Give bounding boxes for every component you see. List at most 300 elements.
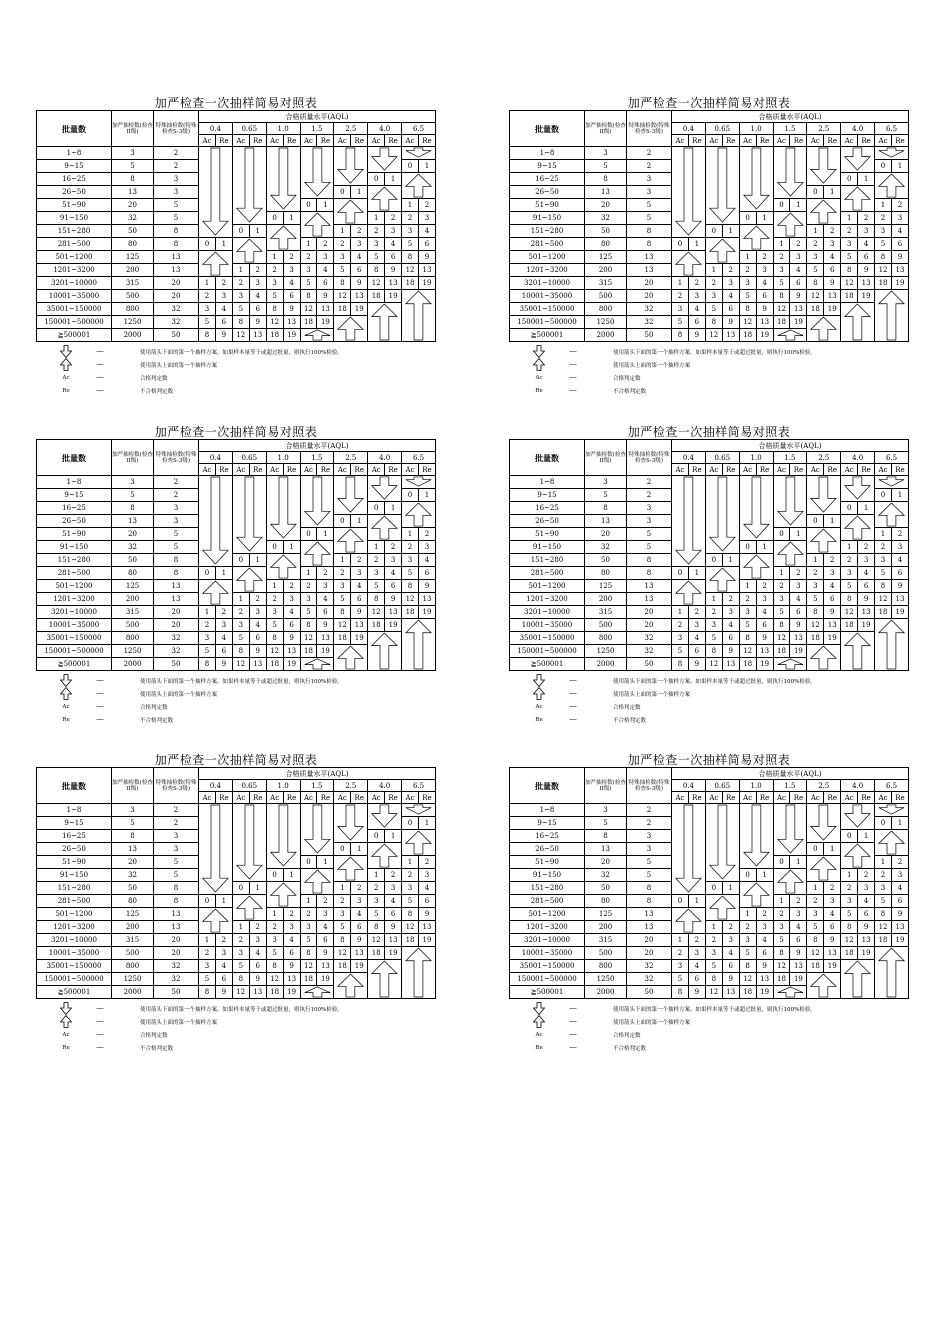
lot-size-cell: 3201~10000	[37, 277, 112, 290]
arrow-cell	[334, 856, 368, 882]
ac-value-cell: 2	[334, 567, 351, 580]
hollow-up-arrow-icon	[774, 212, 807, 237]
normal-sample-cell: 1250	[585, 316, 627, 329]
re-value-cell: 13	[317, 960, 334, 973]
arrow-cell	[402, 290, 436, 342]
ac-value-cell: 3	[402, 882, 419, 895]
special-sample-cell: 3	[154, 502, 199, 515]
re-value-cell: 19	[283, 658, 300, 671]
hollow-down-arrow-icon	[199, 804, 232, 894]
legend-up-text: 使用箭头上面的第一个抽样方案	[140, 362, 218, 369]
re-value-cell: 3	[722, 606, 739, 619]
table-row	[37, 606, 436, 619]
lot-size-header: 批量数	[510, 768, 585, 804]
special-sample-cell: 8	[154, 895, 199, 908]
normal-sample-cell: 3	[112, 147, 154, 160]
normal-sample-cell: 50	[585, 225, 627, 238]
re-value-cell: 13	[385, 277, 402, 290]
ac-value-cell: 0	[300, 856, 317, 869]
re-value-cell: 6	[215, 645, 232, 658]
re-value-cell: 1	[858, 830, 875, 843]
hollow-up-arrow-icon	[875, 619, 908, 670]
normal-sample-cell: 13	[585, 843, 627, 856]
hollow-up-arrow-icon	[740, 882, 773, 907]
ac-header: Ac	[232, 464, 249, 476]
special-sample-cell: 3	[627, 843, 672, 856]
ac-value-cell: 5	[875, 238, 892, 251]
re-value-cell: 19	[351, 632, 368, 645]
lot-size-cell: 1~8	[510, 804, 585, 817]
legend-down-row	[509, 1002, 909, 1015]
re-value-cell: 4	[249, 619, 266, 632]
lot-size-cell: 3201~10000	[510, 606, 585, 619]
table-title: 加严检查一次抽样简易对照表	[154, 96, 318, 110]
lot-size-cell: ≧500001	[37, 658, 112, 671]
legend-ac-row	[509, 1028, 909, 1041]
legend-down-row	[36, 1002, 436, 1015]
ac-value-cell: 0	[807, 186, 824, 199]
ac-value-cell: 3	[368, 567, 385, 580]
table-block	[509, 753, 909, 1054]
normal-sample-header: 加严抽检数(检查II级)	[112, 440, 154, 476]
hollow-up-arrow-icon	[368, 843, 401, 868]
lot-size-cell: 35001~150000	[510, 632, 585, 645]
table-block	[36, 96, 436, 397]
ac-value-cell: 0	[705, 225, 722, 238]
normal-sample-cell: 125	[585, 908, 627, 921]
normal-sample-cell: 315	[112, 277, 154, 290]
re-header: Re	[790, 135, 807, 147]
re-value-cell: 13	[418, 593, 435, 606]
lot-size-cell: 91~150	[510, 869, 585, 882]
ac-value-cell: 2	[739, 593, 756, 606]
re-value-cell: 19	[351, 960, 368, 973]
hollow-down-arrow-icon	[875, 804, 908, 816]
normal-sample-cell: 5	[112, 160, 154, 173]
ac-value-cell: 18	[300, 316, 317, 329]
re-value-cell: 3	[283, 264, 300, 277]
ac-value-cell: 12	[232, 986, 249, 999]
ac-value-cell: 12	[266, 316, 283, 329]
ac-value-cell: 5	[199, 645, 216, 658]
arrow-cell	[368, 804, 402, 830]
arrow-cell	[232, 238, 266, 264]
legend-dash: --------	[569, 703, 576, 710]
arrow-cell	[300, 804, 334, 856]
ac-value-cell: 8	[672, 329, 689, 342]
re-value-cell: 13	[858, 934, 875, 947]
ac-value-cell: 5	[672, 316, 689, 329]
aql-level-header: 0.65	[232, 452, 266, 464]
re-value-cell: 13	[351, 947, 368, 960]
ac-value-cell: 12	[402, 264, 419, 277]
normal-sample-cell: 500	[585, 290, 627, 303]
ac-value-cell: 12	[807, 290, 824, 303]
ac-value-cell: 18	[807, 303, 824, 316]
ac-value-cell: 1	[334, 225, 351, 238]
re-value-cell: 19	[858, 619, 875, 632]
ac-header: Ac	[705, 135, 722, 147]
re-value-cell: 2	[351, 882, 368, 895]
normal-sample-cell: 20	[585, 856, 627, 869]
ac-value-cell: 18	[875, 934, 892, 947]
normal-sample-cell: 20	[585, 199, 627, 212]
lot-size-cell: 10001~35000	[510, 619, 585, 632]
ac-value-cell: 1	[841, 869, 858, 882]
aql-level-header: 0.4	[672, 780, 706, 792]
re-value-cell: 6	[722, 303, 739, 316]
re-value-cell: 1	[283, 869, 300, 882]
re-value-cell: 9	[858, 264, 875, 277]
lot-size-cell: 10001~35000	[510, 947, 585, 960]
arrow-cell	[739, 225, 773, 251]
normal-sample-cell: 32	[112, 869, 154, 882]
re-value-cell: 3	[283, 921, 300, 934]
ac-header: Ac	[266, 792, 283, 804]
aql-level-header: 0.65	[232, 780, 266, 792]
re-value-cell: 2	[858, 212, 875, 225]
re-value-cell: 3	[756, 593, 773, 606]
table-row	[37, 567, 436, 580]
normal-sample-cell: 125	[112, 251, 154, 264]
hollow-down-arrow-icon	[233, 147, 266, 224]
table-row	[510, 277, 909, 290]
re-value-cell: 4	[891, 882, 908, 895]
legend-ac-text: 合格判定数	[613, 1032, 641, 1039]
re-value-cell: 6	[891, 895, 908, 908]
arrow-cell	[300, 986, 334, 999]
re-value-cell: 4	[722, 947, 739, 960]
ac-value-cell: 1	[875, 199, 892, 212]
re-value-cell: 6	[351, 593, 368, 606]
re-value-cell: 2	[858, 541, 875, 554]
hollow-up-arrow-icon	[774, 541, 807, 566]
special-sample-cell: 50	[627, 329, 672, 342]
arrow-cell	[199, 908, 233, 934]
hollow-down-arrow-icon	[740, 147, 773, 211]
arrow-cell	[841, 476, 875, 502]
lot-size-cell: 10001~35000	[37, 290, 112, 303]
hollow-up-arrow-icon	[301, 329, 334, 341]
ac-value-cell: 3	[334, 580, 351, 593]
ac-header: Ac	[739, 464, 756, 476]
hollow-down-arrow-icon	[672, 147, 705, 237]
lot-size-cell: 1~8	[510, 147, 585, 160]
ac-value-cell: 8	[841, 593, 858, 606]
arrow-cell	[773, 147, 807, 199]
table-row	[37, 147, 436, 160]
special-sample-cell: 32	[154, 645, 199, 658]
hollow-down-arrow-icon	[267, 147, 300, 211]
arrow-cell	[807, 856, 841, 882]
legend-up-text: 使用箭头上面的第一个抽样方案	[613, 691, 691, 698]
hollow-up-arrow-icon	[334, 528, 367, 553]
normal-sample-cell: 8	[112, 830, 154, 843]
ac-value-cell: 5	[266, 619, 283, 632]
special-sample-cell: 8	[154, 238, 199, 251]
hollow-down-arrow-icon	[509, 1002, 569, 1015]
table-row	[37, 303, 436, 316]
lot-size-cell: 51~90	[37, 199, 112, 212]
ac-value-cell: 3	[773, 264, 790, 277]
normal-sample-cell: 50	[585, 554, 627, 567]
legend-down-row	[509, 345, 909, 358]
re-header: Re	[249, 135, 266, 147]
legend	[509, 1002, 909, 1054]
special-sample-header: 特殊抽检数(特殊检查S-3级)	[627, 768, 672, 804]
re-value-cell: 2	[824, 882, 841, 895]
special-sample-cell: 8	[627, 225, 672, 238]
aql-level-header: 2.5	[334, 780, 368, 792]
table-row	[510, 619, 909, 632]
re-header: Re	[317, 792, 334, 804]
re-value-cell: 2	[351, 554, 368, 567]
re-value-cell: 3	[722, 277, 739, 290]
normal-sample-cell: 500	[585, 947, 627, 960]
aql-level-header: 0.65	[705, 780, 739, 792]
ac-header: Ac	[402, 792, 419, 804]
arrow-cell	[368, 147, 402, 173]
re-value-cell: 1	[688, 567, 705, 580]
ac-value-cell: 2	[232, 606, 249, 619]
lot-size-cell: 51~90	[510, 199, 585, 212]
ac-value-cell: 5	[807, 921, 824, 934]
arrow-cell	[199, 804, 233, 895]
special-sample-cell: 5	[154, 528, 199, 541]
special-sample-cell: 13	[154, 264, 199, 277]
hollow-down-arrow-icon	[807, 147, 840, 185]
re-value-cell: 4	[351, 251, 368, 264]
re-value-cell: 2	[688, 606, 705, 619]
table-row	[37, 934, 436, 947]
re-value-cell: 1	[317, 856, 334, 869]
re-value-cell: 4	[249, 290, 266, 303]
re-value-cell: 19	[317, 973, 334, 986]
lot-size-cell: 281~500	[510, 238, 585, 251]
re-value-cell: 9	[418, 908, 435, 921]
arrow-cell	[875, 173, 909, 199]
normal-sample-cell: 32	[585, 541, 627, 554]
re-value-cell: 1	[418, 489, 435, 502]
re-value-cell: 2	[891, 199, 908, 212]
lot-size-cell: 35001~150000	[510, 303, 585, 316]
ac-value-cell: 0	[199, 238, 216, 251]
lot-size-cell: 91~150	[37, 212, 112, 225]
re-value-cell: 3	[891, 541, 908, 554]
arrow-cell	[266, 147, 300, 212]
ac-value-cell: 8	[705, 316, 722, 329]
re-value-cell: 3	[215, 619, 232, 632]
ac-header: Ac	[266, 135, 283, 147]
re-value-cell: 4	[418, 882, 435, 895]
aql-level-header: 0.65	[705, 452, 739, 464]
re-value-cell: 2	[418, 528, 435, 541]
lot-size-cell: 1201~3200	[37, 921, 112, 934]
ac-value-cell: 0	[300, 199, 317, 212]
legend-down-text: 使用箭头下面的第一个抽样方案。如果样本量等于或超过批量，则执行100%检验。	[140, 1006, 343, 1013]
re-value-cell: 6	[891, 238, 908, 251]
ac-header: Ac	[368, 792, 385, 804]
ac-value-cell: 2	[705, 606, 722, 619]
legend-down-text: 使用箭头下面的第一个抽样方案。如果样本量等于或超过批量，则执行100%检验。	[140, 349, 343, 356]
table-row	[510, 264, 909, 277]
legend-down-text: 使用箭头下面的第一个抽样方案。如果样本量等于或超过批量，则执行100%检验。	[613, 678, 816, 685]
hollow-up-arrow-icon	[36, 358, 96, 371]
re-value-cell: 2	[756, 580, 773, 593]
special-sample-cell: 13	[627, 264, 672, 277]
re-value-cell: 2	[418, 199, 435, 212]
ac-value-cell: 18	[300, 645, 317, 658]
hollow-down-arrow-icon	[402, 147, 435, 159]
re-value-cell: 13	[283, 316, 300, 329]
special-sample-cell: 2	[627, 489, 672, 502]
ac-header: Ac	[875, 792, 892, 804]
normal-sample-cell: 50	[112, 225, 154, 238]
re-value-cell: 1	[722, 882, 739, 895]
re-value-cell: 1	[215, 895, 232, 908]
re-value-cell: 19	[756, 658, 773, 671]
lot-size-cell: 151~280	[37, 882, 112, 895]
re-value-cell: 3	[385, 554, 402, 567]
ac-value-cell: 5	[199, 316, 216, 329]
special-sample-header: 特殊抽检数(特殊检查S-3级)	[154, 768, 199, 804]
ac-value-cell: 12	[875, 921, 892, 934]
ac-value-cell: 2	[875, 212, 892, 225]
hollow-up-arrow-icon	[368, 303, 401, 341]
ac-value-cell: 3	[232, 619, 249, 632]
re-value-cell: 13	[824, 619, 841, 632]
ac-header: Ac	[705, 792, 722, 804]
ac-value-cell: 0	[334, 843, 351, 856]
re-value-cell: 19	[790, 645, 807, 658]
sampling-table	[36, 110, 436, 342]
re-value-cell: 9	[891, 251, 908, 264]
normal-sample-cell: 800	[585, 960, 627, 973]
arrow-cell	[807, 645, 841, 671]
re-value-cell: 6	[283, 619, 300, 632]
re-header: Re	[351, 135, 368, 147]
hollow-up-arrow-icon	[402, 947, 435, 998]
re-value-cell: 6	[824, 264, 841, 277]
table-row	[510, 960, 909, 973]
arrow-cell	[739, 147, 773, 212]
ac-value-cell: 2	[334, 238, 351, 251]
ac-value-cell: 3	[773, 593, 790, 606]
legend-dash: --------	[569, 361, 576, 368]
arrow-cell	[402, 476, 436, 489]
ac-value-cell: 1	[807, 554, 824, 567]
ac-value-cell: 12	[334, 947, 351, 960]
special-sample-cell: 5	[154, 541, 199, 554]
re-value-cell: 2	[688, 934, 705, 947]
legend-re-label: Re	[535, 716, 543, 723]
hollow-down-arrow-icon	[875, 147, 908, 159]
hollow-down-arrow-icon	[509, 345, 569, 358]
re-value-cell: 2	[722, 921, 739, 934]
ac-value-cell: 0	[402, 160, 419, 173]
ac-value-cell: 5	[672, 973, 689, 986]
arrow-cell	[266, 882, 300, 908]
lot-size-cell: 51~90	[510, 528, 585, 541]
arrow-cell	[402, 830, 436, 856]
arrow-cell	[875, 830, 909, 856]
ac-value-cell: 12	[300, 632, 317, 645]
legend-down-text: 使用箭头下面的第一个抽样方案。如果样本量等于或超过批量，则执行100%检验。	[140, 678, 343, 685]
re-value-cell: 19	[891, 606, 908, 619]
re-header: Re	[317, 464, 334, 476]
lot-size-cell: 281~500	[37, 567, 112, 580]
re-header: Re	[418, 792, 435, 804]
hollow-down-arrow-icon	[740, 804, 773, 868]
hollow-up-arrow-icon	[509, 1015, 569, 1028]
arrow-cell	[705, 895, 739, 921]
re-value-cell: 19	[385, 619, 402, 632]
hollow-up-arrow-icon	[334, 199, 367, 224]
table-block	[36, 425, 436, 726]
table-block	[36, 753, 436, 1054]
re-value-cell: 2	[215, 277, 232, 290]
hollow-up-arrow-icon	[841, 186, 874, 211]
ac-value-cell: 1	[705, 921, 722, 934]
normal-sample-cell: 500	[112, 947, 154, 960]
lot-size-cell: 26~50	[510, 186, 585, 199]
re-value-cell: 3	[756, 921, 773, 934]
re-value-cell: 19	[891, 277, 908, 290]
ac-value-cell: 2	[402, 869, 419, 882]
hollow-up-arrow-icon	[334, 856, 367, 881]
re-value-cell: 3	[722, 934, 739, 947]
ac-value-cell: 8	[266, 303, 283, 316]
re-value-cell: 13	[722, 329, 739, 342]
legend-re-label: Re	[62, 387, 70, 394]
special-sample-cell: 13	[154, 593, 199, 606]
table-row	[510, 567, 909, 580]
re-value-cell: 9	[215, 658, 232, 671]
ac-header: Ac	[841, 792, 858, 804]
aql-level-header: 0.4	[199, 123, 233, 135]
ac-header: Ac	[773, 135, 790, 147]
legend-re-row	[509, 713, 909, 726]
hollow-up-arrow-icon	[267, 225, 300, 250]
re-value-cell: 19	[858, 290, 875, 303]
re-value-cell: 13	[418, 264, 435, 277]
arrow-cell	[875, 290, 909, 342]
arrow-cell	[672, 476, 706, 567]
arrow-cell	[402, 804, 436, 817]
lot-size-cell: 150001~500000	[510, 973, 585, 986]
ac-value-cell: 8	[807, 606, 824, 619]
ac-value-cell: 0	[368, 502, 385, 515]
arrow-cell	[672, 804, 706, 895]
ac-value-cell: 8	[807, 934, 824, 947]
re-value-cell: 4	[756, 934, 773, 947]
hollow-down-arrow-icon	[267, 476, 300, 540]
re-value-cell: 1	[858, 173, 875, 186]
re-value-cell: 4	[215, 632, 232, 645]
arrow-cell	[232, 895, 266, 921]
re-value-cell: 2	[790, 895, 807, 908]
legend-dash: --------	[569, 690, 576, 697]
re-value-cell: 3	[351, 238, 368, 251]
re-value-cell: 19	[385, 290, 402, 303]
lot-size-cell: 151~280	[510, 554, 585, 567]
ac-value-cell: 1	[739, 580, 756, 593]
hollow-up-arrow-icon	[402, 830, 435, 855]
aql-level-header: 0.4	[199, 452, 233, 464]
legend-dash: --------	[96, 348, 103, 355]
lot-size-cell: 501~1200	[37, 251, 112, 264]
hollow-up-arrow-icon	[402, 290, 435, 341]
